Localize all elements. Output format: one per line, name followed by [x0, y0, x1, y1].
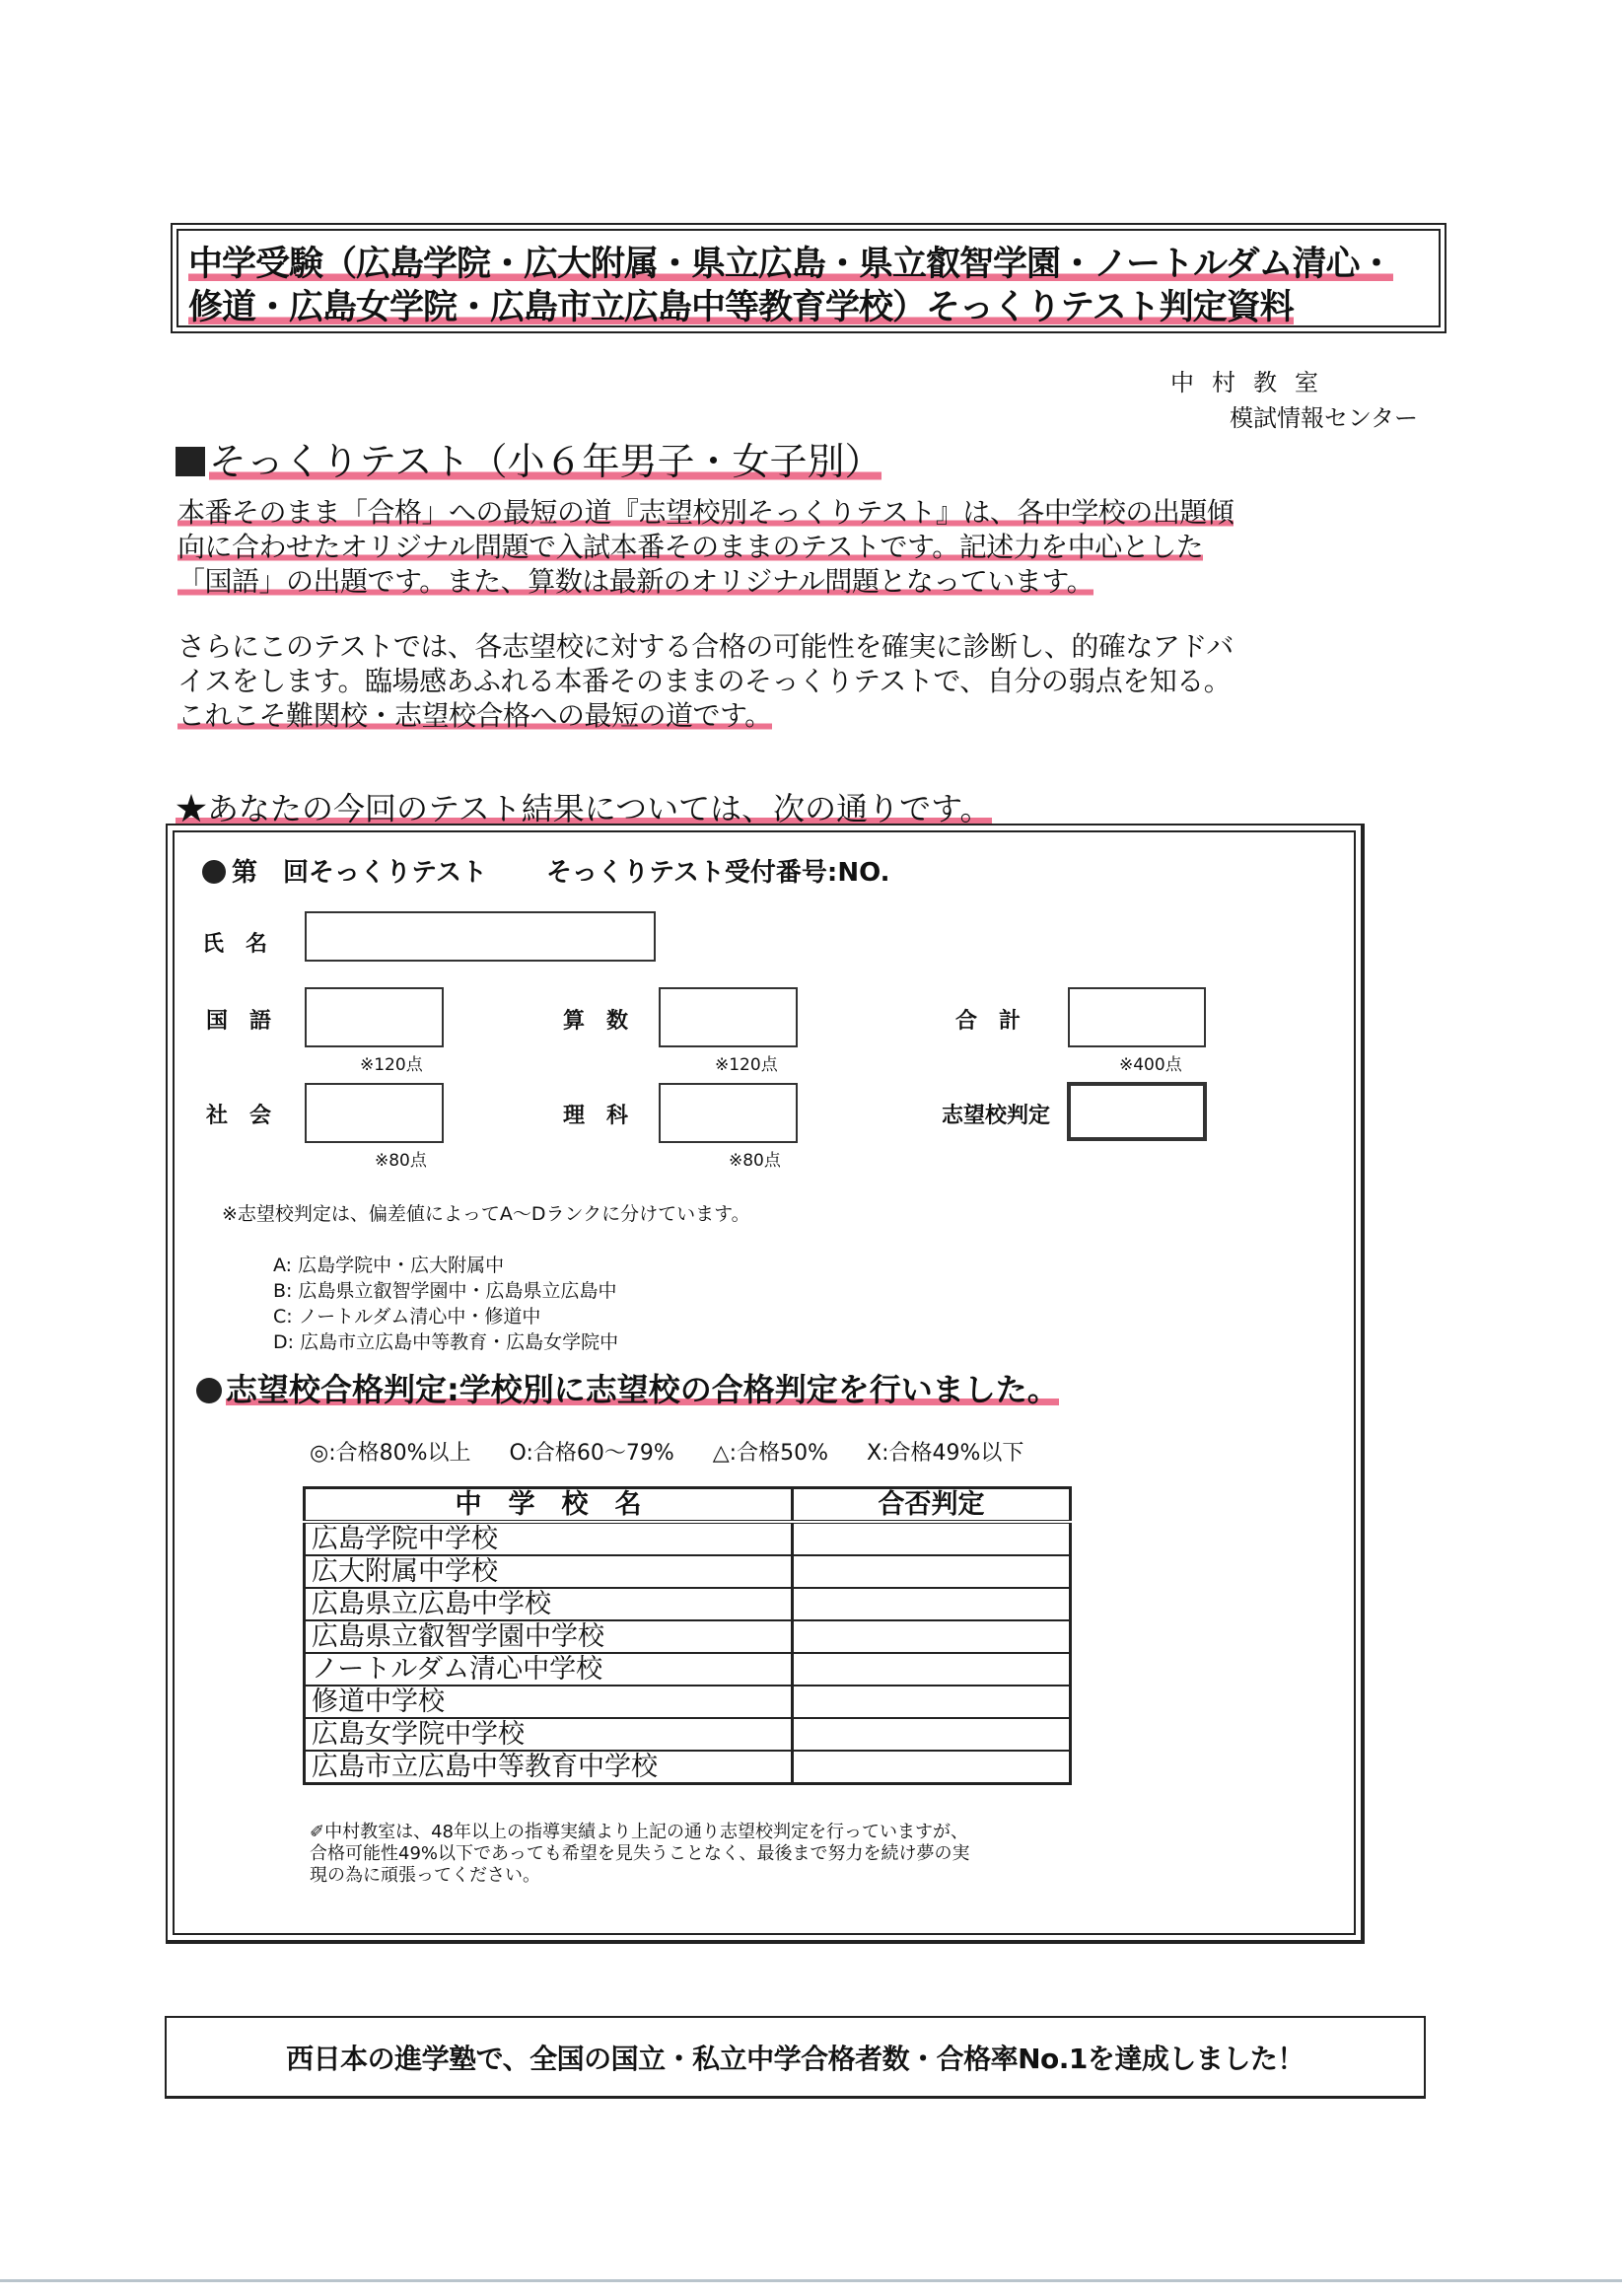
japanese-label: 国 語 [206, 1009, 272, 1034]
table-row [305, 1588, 1071, 1620]
table-row [305, 1718, 1071, 1751]
school-result[interactable] [793, 1686, 1071, 1718]
school-name: 広島女学院中学校 [305, 1718, 793, 1751]
school-name: 広島市立広島中等教育中学校 [305, 1751, 793, 1784]
rank-c: C: ノートルダム清心中・修道中 [273, 1306, 541, 1327]
circle-bullet-icon [202, 860, 226, 884]
results-heading: ★あなたの今回のテスト結果については、次の通りです。 [176, 790, 992, 827]
science-max-score: ※80点 [729, 1151, 781, 1171]
table-row [305, 1620, 1071, 1653]
footnote-line: 合格可能性49%以下であっても希望を見失うことなく、最後まで努力を続け夢の実 [310, 1843, 970, 1864]
school-name: 広島県立広島中学校 [305, 1588, 793, 1620]
table-row [305, 1686, 1071, 1718]
legend-cross: X:合格49%以下 [867, 1441, 1024, 1466]
school-result[interactable] [793, 1751, 1071, 1784]
result-header: 合否判定 [793, 1488, 1071, 1523]
achievement-banner [165, 2016, 1426, 2099]
page-bottom-edge [0, 2279, 1622, 2282]
results-box-inner [173, 830, 1356, 1935]
school-result[interactable] [793, 1588, 1071, 1620]
school-name: 修道中学校 [305, 1686, 793, 1718]
title-box-inner [176, 229, 1441, 327]
school-name-header: 中 学 校 名 [305, 1488, 793, 1523]
judgement-legend [310, 1436, 1055, 1467]
org-name: 中村教室 [1170, 369, 1336, 396]
table-row [305, 1751, 1071, 1784]
math-label: 算 数 [563, 1009, 629, 1034]
total-label: 合 計 [955, 1009, 1022, 1034]
rank-a: A: 広島学院中・広大附属中 [273, 1255, 505, 1276]
intro-p2-line: イスをします。臨場感あふれる本番そのままのそっくりテストで、自分の弱点を知る。 [177, 665, 1232, 697]
math-max-score: ※120点 [715, 1055, 778, 1075]
intro-p1-line: 本番そのまま「合格」への最短の道『志望校別そっくりテスト』は、各中学校の出題傾 [177, 496, 1234, 529]
name-field[interactable] [305, 911, 656, 962]
receipt-number-label: そっくりテスト受付番号:NO. [545, 858, 890, 888]
school-name: 広島県立叡智学園中学校 [305, 1620, 793, 1653]
school-name: 広大附属中学校 [305, 1555, 793, 1588]
legend-triangle: △:合格50% [712, 1441, 828, 1466]
school-judgement-label: 志望校判定 [942, 1104, 1051, 1128]
name-label: 氏 名 [202, 932, 268, 957]
rank-d: D: 広島市立広島中等教育・広島女学院中 [273, 1331, 619, 1353]
test-info-row [202, 852, 890, 889]
square-bullet-icon [176, 447, 205, 476]
results-box [166, 824, 1365, 1944]
math-score-field[interactable] [659, 987, 798, 1047]
table-row [305, 1522, 1071, 1555]
social-studies-score-field[interactable] [305, 1083, 444, 1143]
japanese-max-score: ※120点 [360, 1055, 423, 1075]
judgement-heading: 志望校合格判定:学校別に志望校の合格判定を行いました。 [196, 1365, 1059, 1410]
school-result[interactable] [793, 1555, 1071, 1588]
rank-b: B: 広島県立叡智学園中・広島県立広島中 [273, 1280, 617, 1302]
social-studies-max-score: ※80点 [375, 1151, 427, 1171]
school-result[interactable] [793, 1653, 1071, 1686]
total-score-field[interactable] [1068, 987, 1206, 1047]
intro-p2-line: さらにこのテストでは、各志望校に対する合格の可能性を確実に診断し、的確なアドバ [177, 630, 1234, 663]
school-result[interactable] [793, 1620, 1071, 1653]
school-judgement-field[interactable] [1067, 1082, 1207, 1141]
school-result[interactable] [793, 1718, 1071, 1751]
org-department: 模試情報センター [1230, 404, 1419, 432]
intro-paragraph-2 [177, 629, 1234, 733]
table-row [305, 1653, 1071, 1686]
science-label: 理 科 [563, 1104, 629, 1128]
japanese-score-field[interactable] [305, 987, 444, 1047]
school-name: 広島学院中学校 [305, 1522, 793, 1555]
section-title: そっくりテスト（小６年男子・女子別） [176, 431, 882, 485]
legend-double-circle: ◎:合格80%以上 [310, 1441, 471, 1466]
judgement-footnote [310, 1822, 969, 1887]
social-studies-label: 社 会 [206, 1104, 272, 1128]
title-box [171, 223, 1446, 333]
intro-p1-line: 向に合わせたオリジナル問題で入試本番そのままのテストです。記述力を中心とした [177, 531, 1204, 563]
school-name: ノートルダム清心中学校 [305, 1653, 793, 1686]
test-round-label: 第 回そっくりテスト [232, 858, 487, 888]
footnote-line: 現の為に頑張ってください。 [310, 1865, 540, 1886]
science-score-field[interactable] [659, 1083, 798, 1143]
document-title-line-2: 修道・広島女学院・広島市立広島中等教育学校）そっくりテスト判定資料 [188, 288, 1294, 327]
school-result[interactable] [793, 1522, 1071, 1555]
table-row [305, 1555, 1071, 1588]
intro-paragraph-1 [177, 495, 1234, 599]
intro-p2-line: これこそ難関校・志望校合格への最短の道です。 [177, 699, 772, 732]
total-max-score: ※400点 [1119, 1055, 1182, 1075]
banner-text: 西日本の進学塾で、全国の国立・私立中学合格者数・合格率No.1を達成しました！ [286, 2043, 1305, 2075]
judgement-table [303, 1486, 1072, 1785]
document-title-line-1: 中学受験（広島学院・広大附属・県立広島・県立叡智学園・ノートルダム清心・ [188, 245, 1393, 284]
footnote-line: ✐中村教室は、48年以上の指導実績より上記の通り志望校判定を行っていますが、 [310, 1822, 968, 1842]
table-header-row [305, 1488, 1071, 1523]
intro-p1-line: 「国語」の出題です。また、算数は最新のオリジナル問題となっています。 [177, 565, 1094, 598]
circle-bullet-icon [196, 1378, 222, 1403]
legend-circle: O:合格60～79% [509, 1441, 674, 1466]
rank-note: ※志望校判定は、偏差値によってA～Dランクに分けています。 [222, 1203, 750, 1225]
